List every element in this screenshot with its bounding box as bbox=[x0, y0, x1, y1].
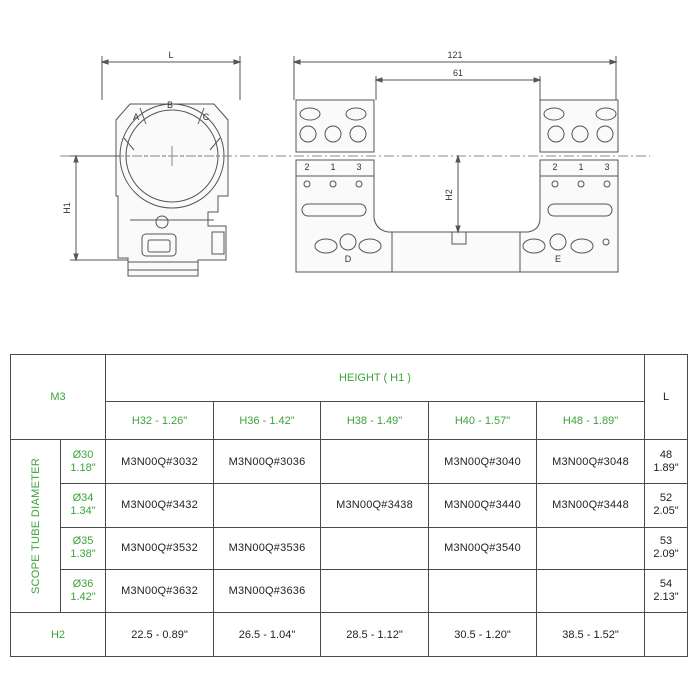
scope-label-cell bbox=[11, 440, 61, 613]
height-col-h32: H32 - 1.26" bbox=[106, 402, 214, 440]
part-number bbox=[429, 569, 537, 612]
scope-tube-diameter-label: SCOPE TUBE DIAMETER bbox=[29, 457, 42, 595]
side-view bbox=[294, 56, 618, 272]
marker-right-1: 1 bbox=[578, 162, 584, 172]
part-number: M3N00Q#3032 bbox=[106, 440, 214, 484]
table-row bbox=[11, 527, 688, 569]
part-number: M3N00Q#3536 bbox=[214, 527, 321, 569]
h2-value: 28.5 - 1.12" bbox=[321, 613, 429, 657]
marker-right-2: 2 bbox=[552, 162, 558, 172]
l-value: 54 2.13" bbox=[645, 569, 688, 612]
h2-empty-cell bbox=[645, 613, 688, 657]
part-number: M3N00Q#3540 bbox=[429, 527, 537, 569]
spec-table bbox=[10, 354, 688, 657]
marker-right-3: 3 bbox=[604, 162, 610, 172]
l-value: 52 2.05" bbox=[645, 484, 688, 527]
part-number: M3N00Q#3040 bbox=[429, 440, 537, 484]
marker-left-3: 3 bbox=[356, 162, 362, 172]
dim-label-h2: H2 bbox=[444, 189, 454, 201]
dim-label-h1: H1 bbox=[62, 202, 72, 214]
height-col-h48: H48 - 1.89" bbox=[537, 402, 645, 440]
part-number bbox=[214, 484, 321, 527]
part-number: M3N00Q#3036 bbox=[214, 440, 321, 484]
technical-drawing bbox=[0, 0, 700, 300]
part-number bbox=[537, 527, 645, 569]
h2-value: 30.5 - 1.20" bbox=[429, 613, 537, 657]
marker-c: C bbox=[202, 112, 210, 122]
l-value: 48 1.89" bbox=[645, 440, 688, 484]
dim-label-l: L bbox=[168, 50, 174, 60]
table-row bbox=[11, 484, 688, 527]
part-number bbox=[321, 569, 429, 612]
part-number: M3N00Q#3532 bbox=[106, 527, 214, 569]
height-header: HEIGHT ( H1 ) bbox=[106, 355, 645, 402]
marker-d: D bbox=[344, 254, 352, 264]
dim-label-61: 61 bbox=[452, 68, 464, 78]
part-number: M3N00Q#3448 bbox=[537, 484, 645, 527]
part-number: M3N00Q#3048 bbox=[537, 440, 645, 484]
part-number: M3N00Q#3438 bbox=[321, 484, 429, 527]
part-number bbox=[321, 440, 429, 484]
marker-left-2: 2 bbox=[304, 162, 310, 172]
model-cell: M3 bbox=[11, 355, 106, 440]
marker-a: A bbox=[132, 112, 140, 122]
h2-value: 26.5 - 1.04" bbox=[214, 613, 321, 657]
l-header: L bbox=[645, 355, 688, 440]
height-col-h38: H38 - 1.49" bbox=[321, 402, 429, 440]
dim-label-121: 121 bbox=[447, 50, 463, 60]
marker-e: E bbox=[554, 254, 562, 264]
l-value: 53 2.09" bbox=[645, 527, 688, 569]
h2-row bbox=[11, 613, 688, 657]
diameter-cell: Ø30 1.18" bbox=[61, 440, 106, 484]
h2-value: 22.5 - 0.89" bbox=[106, 613, 214, 657]
diameter-cell: Ø35 1.38" bbox=[61, 527, 106, 569]
table-row bbox=[11, 440, 688, 484]
h2-value: 38.5 - 1.52" bbox=[537, 613, 645, 657]
diameter-cell: Ø34 1.34" bbox=[61, 484, 106, 527]
part-number: M3N00Q#3632 bbox=[106, 569, 214, 612]
marker-left-1: 1 bbox=[330, 162, 336, 172]
h2-label: H2 bbox=[11, 613, 106, 657]
part-number: M3N00Q#3440 bbox=[429, 484, 537, 527]
diameter-cell: Ø36 1.42" bbox=[61, 569, 106, 612]
marker-b: B bbox=[166, 100, 174, 110]
part-number: M3N00Q#3636 bbox=[214, 569, 321, 612]
part-number bbox=[321, 527, 429, 569]
part-number: M3N00Q#3432 bbox=[106, 484, 214, 527]
part-number bbox=[537, 569, 645, 612]
height-col-h36: H36 - 1.42" bbox=[214, 402, 321, 440]
table-row bbox=[11, 569, 688, 612]
height-col-h40: H40 - 1.57" bbox=[429, 402, 537, 440]
